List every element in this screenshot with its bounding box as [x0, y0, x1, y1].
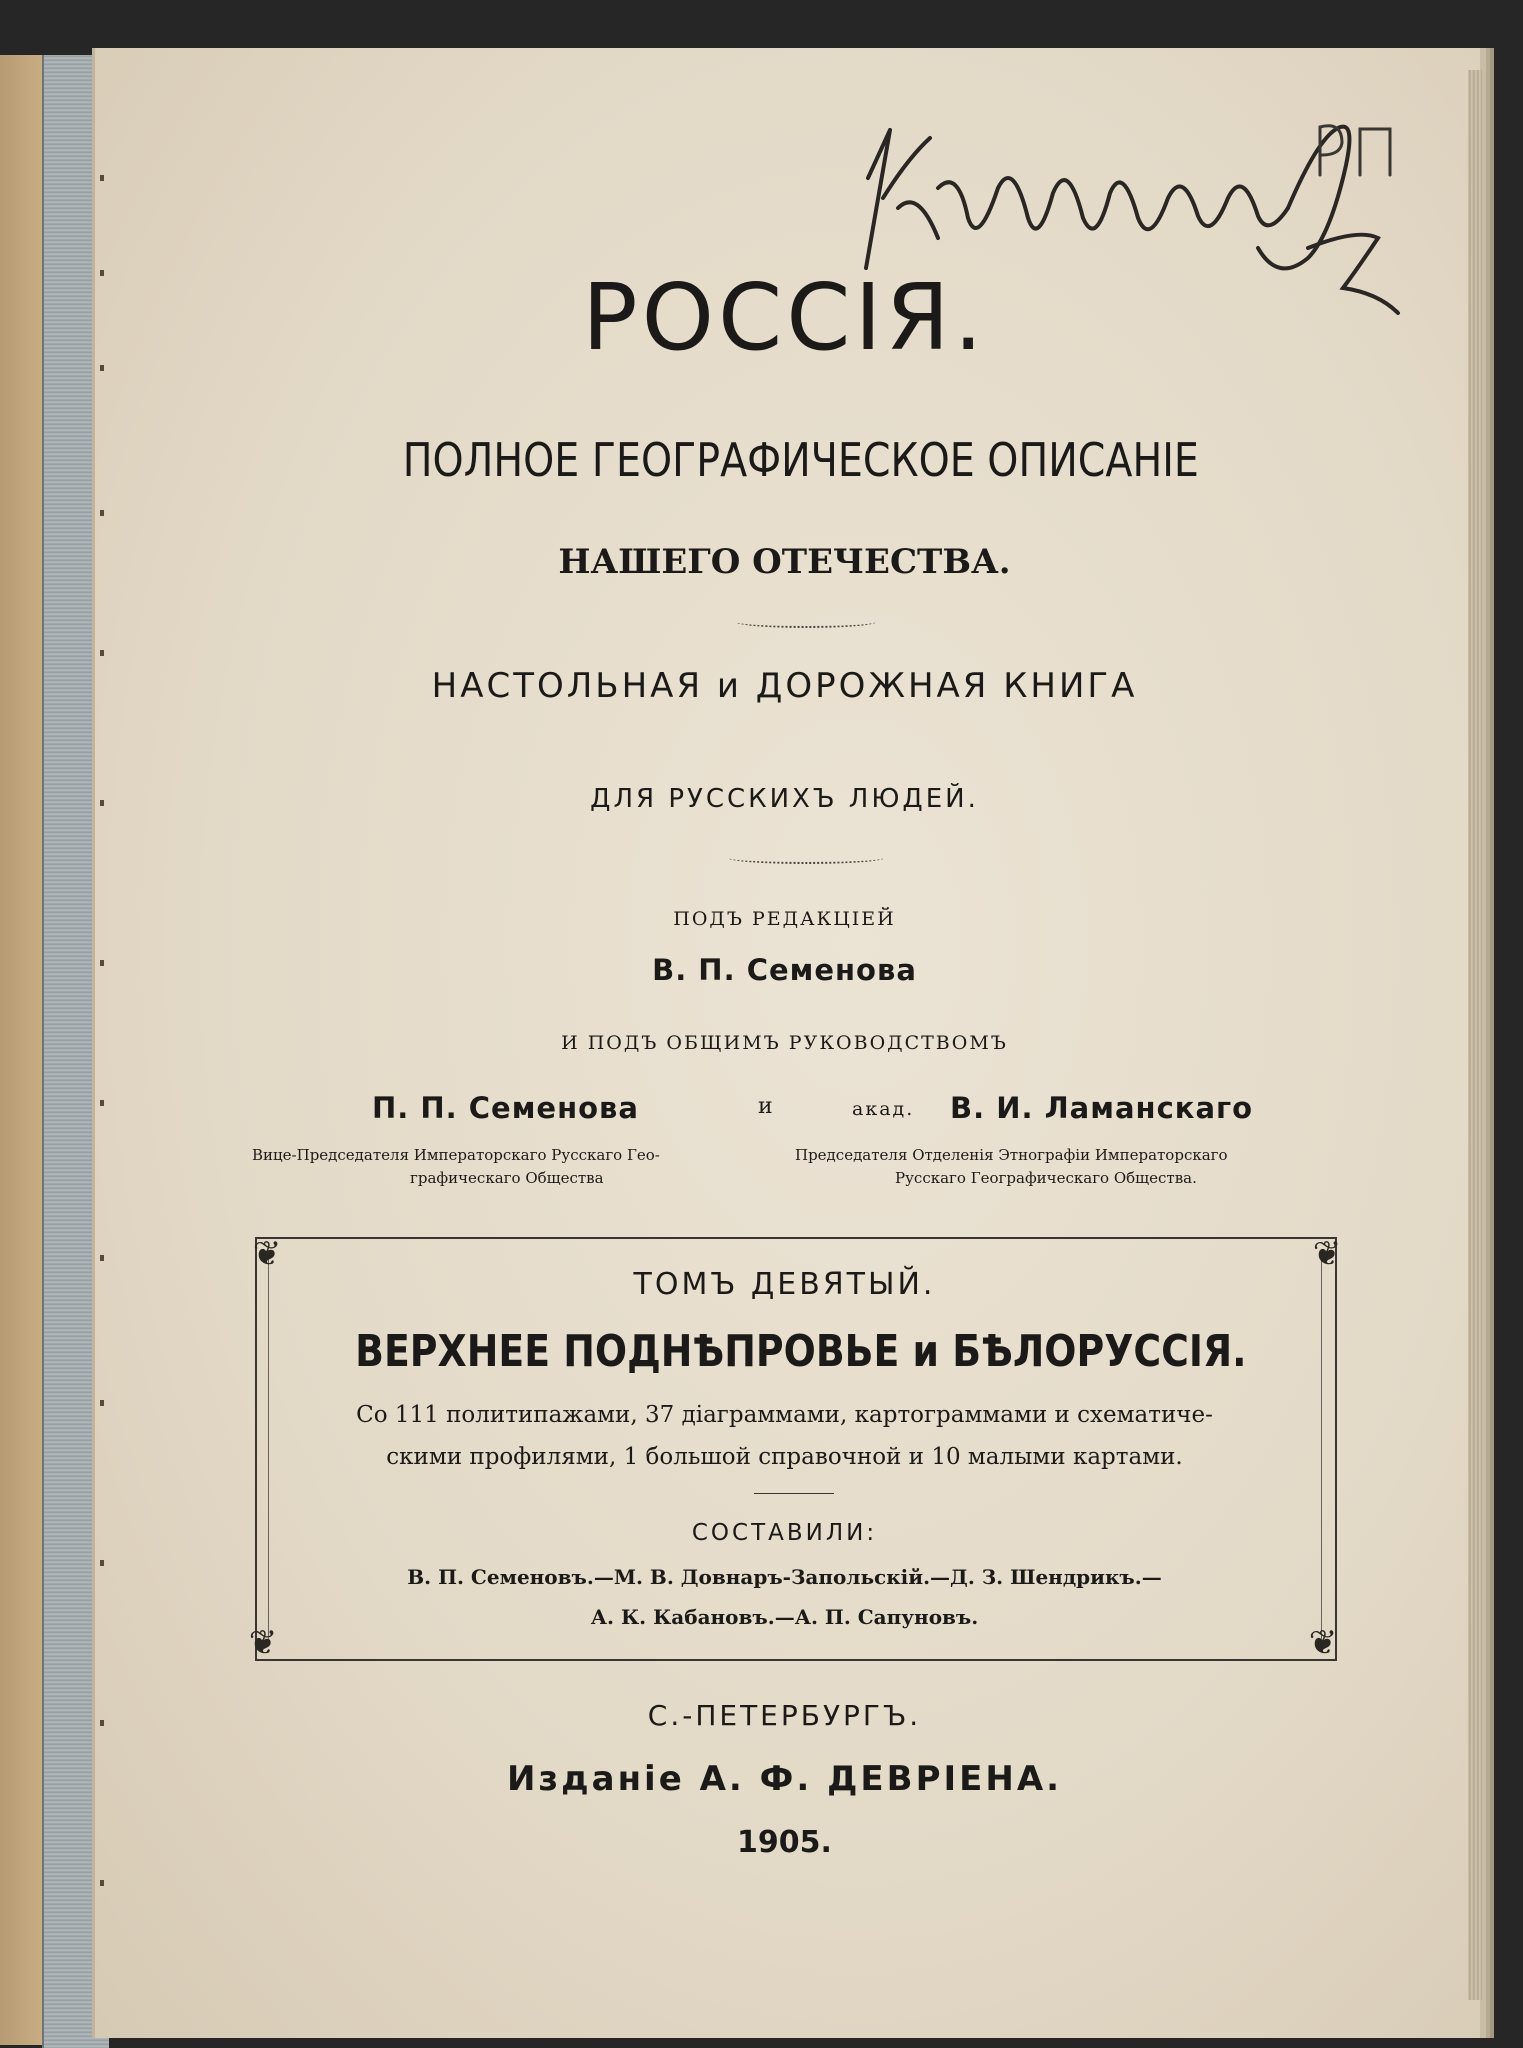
corner-ornament-top-right: ❦ — [1312, 1234, 1342, 1274]
corner-ornament-bottom-right: ❦ — [1308, 1623, 1338, 1663]
conjunction: и — [758, 1094, 773, 1119]
corner-mark-drawing — [1312, 115, 1402, 185]
left-editor-name: П. П. Семенова — [372, 1091, 639, 1125]
under-edition-label: ПОДЪ РЕДАКЦІЕЙ — [673, 908, 896, 930]
ornament-divider-2 — [728, 852, 884, 864]
divider-rule — [754, 1493, 834, 1494]
ornament-divider-1 — [736, 616, 876, 628]
volume-description-line-2: скими профилями, 1 большой справочной и 10 малыми картами. — [386, 1444, 1183, 1470]
book-title: РОССІЯ. — [582, 264, 987, 371]
imprint-year: 1905. — [737, 1825, 832, 1860]
volume-description-line-1: Со 111 политипажами, 37 діаграммами, картограммами и схематиче- — [356, 1402, 1213, 1428]
left-editor-role-line-2: графическаго Общества — [410, 1169, 604, 1187]
corner-ornament-top-left: ❦ — [252, 1234, 282, 1274]
subtitle-line-4: ДЛЯ РУССКИХЪ ЛЮДЕЙ. — [590, 784, 979, 814]
authors-line-2: А. К. Кабановъ.—А. П. Сапуновъ. — [590, 1605, 979, 1629]
right-editor-role-line-2: Русскаго Географическаго Общества. — [895, 1169, 1197, 1187]
right-editor-prefix: акад. — [852, 1098, 915, 1120]
right-editor-name: В. И. Ламанскаго — [950, 1091, 1254, 1125]
general-guidance-label: И ПОДЪ ОБЩИМЪ РУКОВОДСТВОМЪ — [561, 1032, 1008, 1054]
left-editor-role-line-1: Вице-Председателя Императорскаго Русскаго Гео- — [252, 1146, 660, 1164]
imprint-city: С.-ПЕТЕРБУРГЪ. — [647, 1699, 922, 1732]
right-editor-role-line-1: Председателя Отделенія Этнографіи Императорскаго — [795, 1146, 1228, 1164]
imprint-publisher: Изданіе А. Ф. ДЕВРІЕНА. — [506, 1759, 1063, 1799]
subtitle-line-2: НАШЕГО ОТЕЧЕСТВА. — [558, 542, 1011, 582]
subtitle-line-3: НАСТОЛЬНАЯ и ДОРОЖНАЯ КНИГА — [431, 666, 1138, 706]
editor-name: В. П. Семенова — [652, 953, 917, 987]
corner-ornament-bottom-left: ❦ — [248, 1623, 278, 1663]
volume-title: ВЕРХНЕЕ ПОДНѢПРОВЬЕ и БѢЛОРУССІЯ. — [355, 1326, 1247, 1377]
volume-number: ТОМЪ ДЕВЯТЫЙ. — [633, 1267, 936, 1302]
authors-line-1: В. П. Семеновъ.—М. В. Довнаръ-Запольскій.—Д. З. Шендрикъ.— — [407, 1565, 1162, 1589]
subtitle-line-1: ПОЛНОЕ ГЕОГРАФИЧЕСКОЕ ОПИСАНІЕ — [402, 433, 1199, 487]
compiled-by-label: СОСТАВИЛИ: — [691, 1520, 878, 1546]
